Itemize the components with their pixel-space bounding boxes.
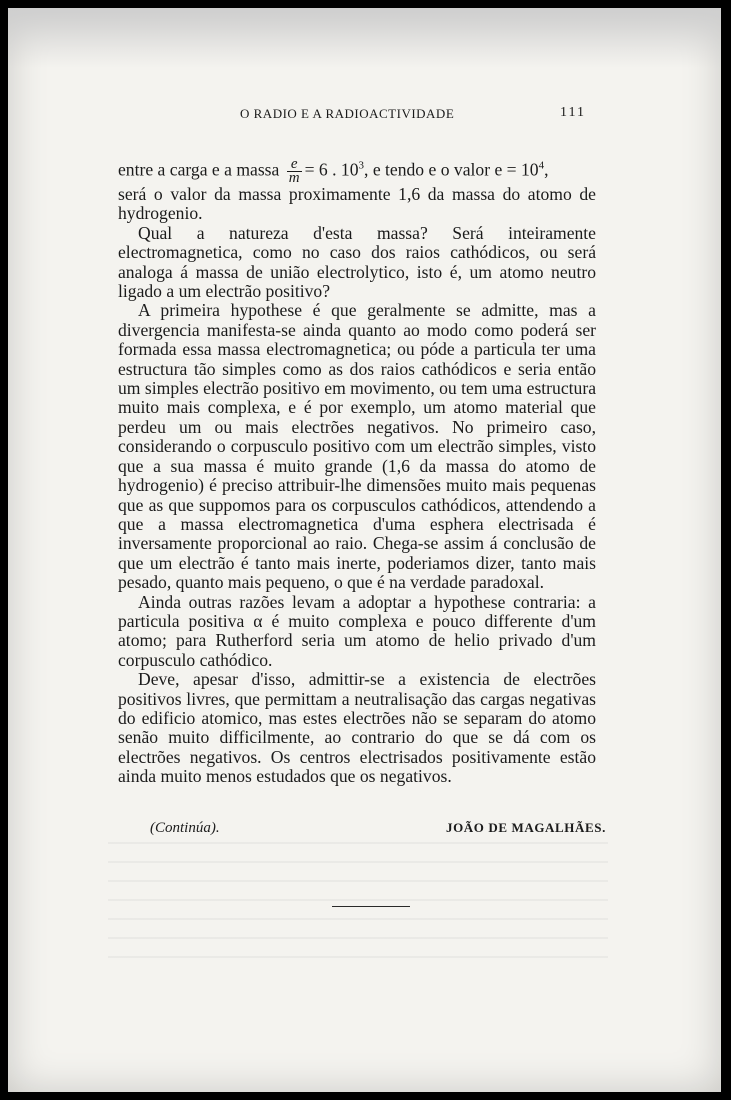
formula-line <box>118 158 596 185</box>
formula-equals: = 6 . 10 <box>304 159 359 180</box>
formula-exponent-2: 4 <box>538 159 545 172</box>
paragraph-continuation: será o valor da massa proximamente 1,6 da massa do atomo de hydrogenio. <box>118 184 596 224</box>
author-signature: JOÃO DE MAGALHÃES. <box>446 820 606 835</box>
book-page <box>8 8 721 1092</box>
fraction-numerator: e <box>287 158 302 172</box>
fraction <box>287 158 302 185</box>
body-text <box>118 158 596 787</box>
show-through-texture <box>108 838 608 958</box>
page-number: 111 <box>560 105 586 120</box>
formula-after: , <box>544 159 549 180</box>
end-rule <box>332 906 410 907</box>
formula-middle: , e tendo e o valor e = 10 <box>364 159 539 180</box>
paragraph: A primeira hypothese é que geralmente se admitte, mas a divergencia manifesta-se ainda quanto ao modo como poderá ser formada essa massa electromagnetica; ou póde a particula ter uma estructura tão simples como as dos raios cathódicos e seria então um simples electrão positivo em movimento, ou tem uma estructura muito mais complexa, e é por exemplo, um atomo material que perdeu um ou mais electrões negativos. No primeiro caso, considerando o corpusculo positivo com um electrão simples, visto que a sua massa é muito grande (1,6 da massa do atomo de hydrogenio) é preciso attribuir-lhe dimensões muito mais pequenas que as que suppomos para os corpusculos cathódicos, attendendo a que a massa electromagnetica d'uma esphera electrisada é inversamente proporcional ao raio. Chega-se assim á conclusão de que um electrão é tanto mais inerte, poderiamos dizer, tanto mais pesado, quanto mais pequeno, o que é na verdade paradoxal. <box>118 300 596 593</box>
running-head <box>8 106 721 126</box>
paragraph: Qual a natureza d'esta massa? Será inteiramente electromagnetica, como no caso dos raios cathódicos, ou será analoga á massa de união electrolytico, isto é, um atomo neutro ligado a um electrão positivo? <box>118 222 596 302</box>
continued-note: (Continúa). <box>150 820 220 836</box>
paragraph: Ainda outras razões levam a adoptar a hypothese contraria: a particula positiva α é muito complexa e pouco differente d'um atomo; para Rutherford seria um atomo de helio privado d'um corpusculo cathódico. <box>118 591 596 670</box>
closing-line <box>8 820 721 844</box>
formula-exponent-1: 3 <box>358 159 365 172</box>
formula-before: entre a carga e a massa <box>118 159 280 180</box>
fraction-denominator: m <box>288 170 300 186</box>
paragraph: Deve, apesar d'isso, admittir-se a existencia de electrões positivos livres, que permittam a neutralisação das cargas negativas do edificio atomico, mas estes electrões não se separam do atomo senão muito difficilmente, ao contrario do que se dá com os electrões negativos. Os centros electrisados positivamente estão ainda muito menos estudados que os negativos. <box>118 669 596 787</box>
running-title: O RADIO E A RADIOACTIVIDADE <box>240 106 455 121</box>
